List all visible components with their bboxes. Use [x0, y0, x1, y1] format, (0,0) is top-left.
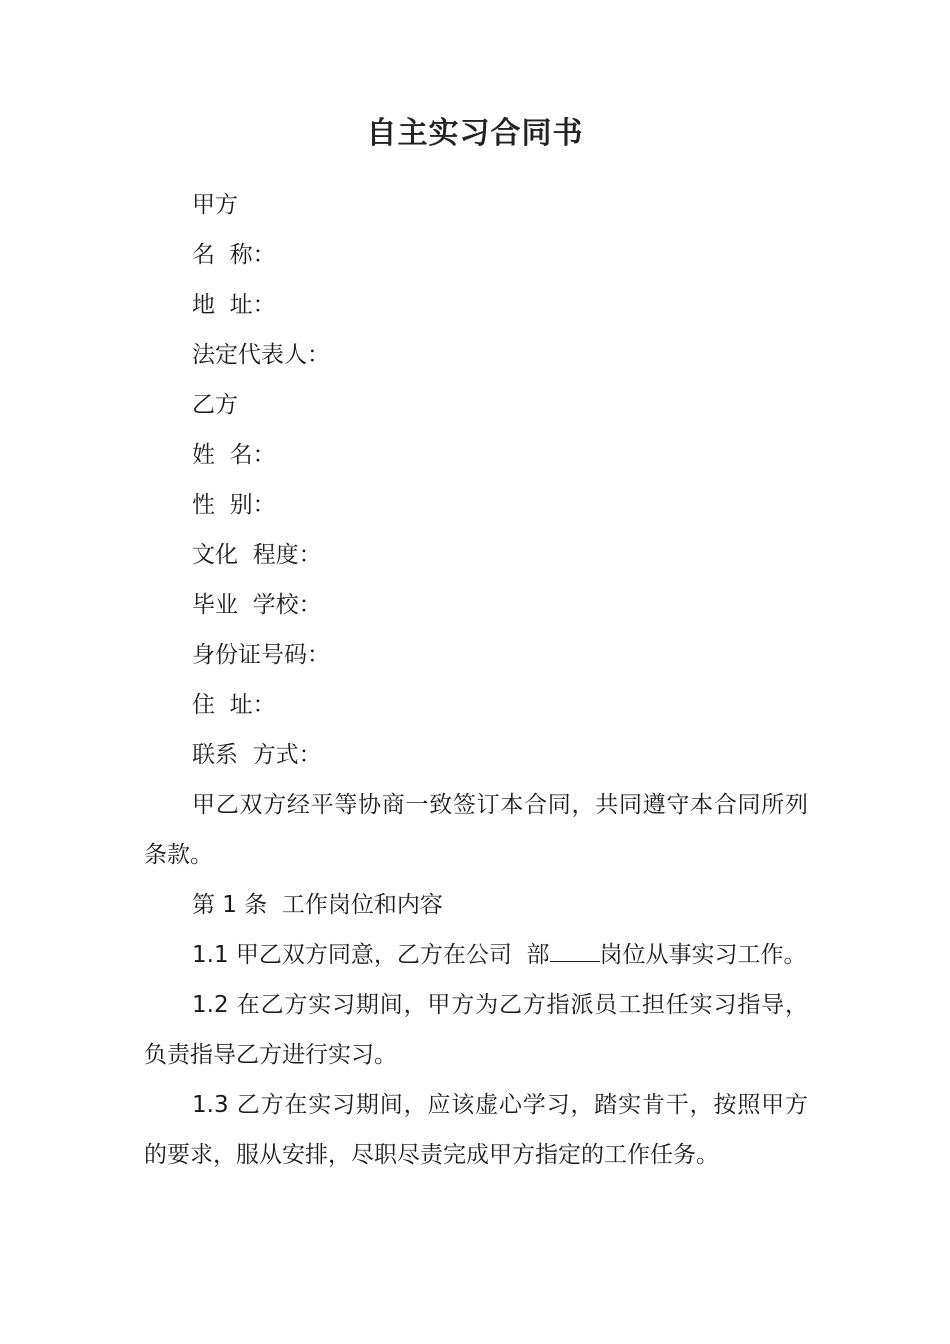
clause-1-1-text-b: 岗位从事实习工作。	[599, 942, 807, 968]
party-b-name-label: 姓 名：	[192, 442, 276, 468]
party-b-id-label: 身份证号码：	[192, 642, 330, 668]
party-a-heading: 甲方	[192, 192, 238, 218]
clause-1-3: 1.3 乙方在实习期间，应该虚心学习，踏实肯干，按照甲方的要求，服从安排，尽职尽责完成甲方指定的工作任务。	[144, 1092, 808, 1168]
document-body	[144, 180, 808, 1180]
party-b-school-label: 毕业 学校：	[192, 592, 322, 618]
party-a-name-label: 名 称：	[192, 242, 276, 268]
party-b-gender-label: 性 别：	[192, 492, 276, 518]
clause-1-2: 1.2 在乙方实习期间，甲方为乙方指派员工担任实习指导，负责指导乙方进行实习。	[144, 992, 808, 1068]
party-a-legal-rep-label: 法定代表人：	[192, 342, 330, 368]
party-b-heading: 乙方	[192, 392, 238, 418]
party-b-education-label: 文化 程度：	[192, 542, 322, 568]
document-title: 自主实习合同书	[366, 116, 584, 151]
article-1-heading: 第 1 条 工作岗位和内容	[192, 892, 443, 918]
clause-1-1	[144, 930, 808, 980]
clause-1-1-blank	[550, 939, 600, 962]
intro-paragraph: 甲乙双方经平等协商一致签订本合同，共同遵守本合同所列条款。	[144, 792, 808, 868]
party-b-address-label: 住 址：	[192, 692, 276, 718]
clause-1-1-text-a: 1.1 甲乙双方同意，乙方在公司 部	[192, 942, 550, 968]
party-a-address-label: 地 址：	[192, 292, 276, 318]
party-b-contact-label: 联系 方式：	[192, 742, 322, 768]
